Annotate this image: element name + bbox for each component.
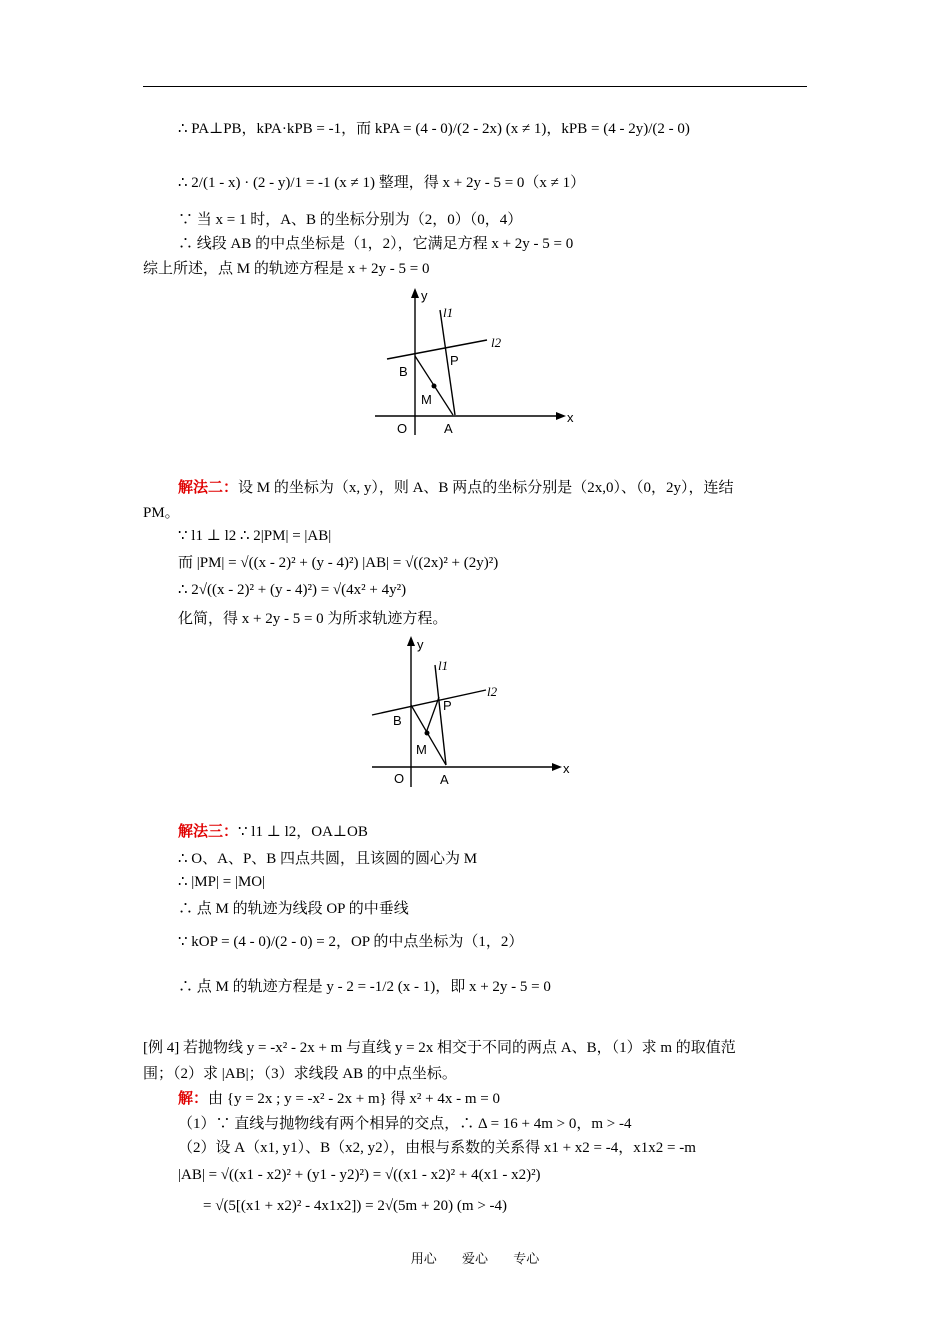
line-l1-label: l1	[443, 305, 454, 320]
line-l2-label: l2	[491, 335, 502, 350]
solution-label: 解：	[178, 1091, 209, 1107]
point-m-dot	[425, 731, 430, 736]
line-2: ∴ 2/(1 - x) · (2 - y)/1 = -1 (x ≠ 1) 整理，得 x + 2y - 5 = 0（x ≠ 1）	[178, 175, 586, 191]
line-l2	[372, 690, 486, 715]
point-a-label: A	[444, 421, 453, 436]
point-m-dot	[432, 384, 437, 389]
line-7: PM。	[143, 505, 180, 521]
solution-line	[178, 1088, 500, 1110]
page-footer: 用心 爱心 专心	[410, 1251, 540, 1266]
point-a-label: A	[440, 772, 449, 787]
point-b-label: B	[399, 364, 408, 379]
point-b-label: B	[393, 713, 402, 728]
line-3: ∵ 当 x = 1 时，A、B 的坐标分别为（2，0）（0，4）	[178, 212, 523, 228]
y-axis-arrow	[407, 636, 415, 646]
x-axis-arrow	[556, 412, 566, 420]
solution-text: 由 {y = 2x ; y = -x² - 2x + m} 得 x² + 4x - m = 0	[208, 1091, 500, 1107]
point-m-label: M	[421, 392, 432, 407]
method-2-label: 解法二：	[178, 480, 239, 496]
line-13: ∴ O、A、P、B 四点共圆，且该圆的圆心为 M	[178, 851, 478, 867]
origin-label: O	[397, 421, 408, 436]
line-9: 而 |PM| = √((x - 2)² + (y - 4)²) |AB| = √((2x)² + (2y)²)	[178, 555, 499, 571]
line-21: （1）∵ 直线与抛物线有两个相异的交点，∴ Δ = 16 + 4m > 0，m > -4	[178, 1116, 632, 1132]
x-axis-label: x	[563, 761, 570, 776]
line-10: ∴ 2√((x - 2)² + (y - 4)²) = √(4x² + 4y²)	[178, 582, 407, 598]
point-m-label: M	[416, 742, 427, 757]
method-3-text: ∵ l1 ⊥ l2，OA⊥OB	[238, 824, 368, 840]
example-4-line-1: [例 4] 若抛物线 y = -x² - 2x + m 与直线 y = 2x 相交于不同的两点 A、B，（1）求 m 的取值范	[143, 1040, 736, 1056]
figure-1	[365, 285, 580, 440]
line-4: ∴ 线段 AB 的中点坐标是（1，2），它满足方程 x + 2y - 5 = 0	[178, 236, 574, 252]
line-11: 化简，得 x + 2y - 5 = 0 为所求轨迹方程。	[178, 611, 448, 627]
line-24: = √(5[(x1 + x2)² - 4x1x2]) = 2√(5m + 20) (m > -4)	[203, 1198, 508, 1214]
line-l1-label: l1	[438, 658, 449, 673]
y-axis-label: y	[417, 637, 424, 652]
method-3-line	[178, 821, 368, 843]
y-axis-label: y	[421, 288, 428, 303]
origin-label: O	[394, 771, 405, 786]
line-15: ∴ 点 M 的轨迹为线段 OP 的中垂线	[178, 901, 409, 917]
line-l2	[387, 340, 487, 359]
method-2-text: 设 M 的坐标为（x, y），则 A、B 两点的坐标分别是（2x,0）、（0，2y），连结	[238, 480, 734, 496]
x-axis-label: x	[567, 410, 574, 425]
point-p-label: P	[450, 353, 459, 368]
line-14: ∴ |MP| = |MO|	[178, 874, 266, 890]
line-22: （2）设 A（x1, y1）、B（x2, y2），由根与系数的关系得 x1 + x2 = -4，x1x2 = -m	[178, 1140, 696, 1156]
line-23: |AB| = √((x1 - x2)² + (y1 - y2)²) = √((x1 - x2)² + 4(x1 - x2)²)	[178, 1167, 541, 1183]
example-4-line-2: 围；（2）求 |AB|；（3）求线段 AB 的中点坐标。	[143, 1066, 457, 1082]
method-3-label: 解法三：	[178, 824, 239, 840]
point-p-label: P	[443, 698, 452, 713]
figure-2	[360, 632, 580, 792]
x-axis-arrow	[552, 763, 562, 771]
line-17: ∴ 点 M 的轨迹方程是 y - 2 = -1/2 (x - 1)，即 x + 2y - 5 = 0	[178, 979, 551, 995]
line-l2-label: l2	[487, 684, 498, 699]
line-16: ∵ kOP = (4 - 0)/(2 - 0) = 2，OP 的中点坐标为（1，2）	[178, 934, 524, 950]
line-1: ∴ PA⊥PB，kPA·kPB = -1，而 kPA = (4 - 0)/(2 - 2x) (x ≠ 1)，kPB = (4 - 2y)/(2 - 0)	[178, 121, 690, 137]
line-5: 综上所述，点 M 的轨迹方程是 x + 2y - 5 = 0	[143, 261, 430, 277]
line-8: ∵ l1 ⊥ l2 ∴ 2|PM| = |AB|	[178, 528, 332, 544]
header-rule	[143, 86, 807, 87]
method-2-line	[178, 477, 733, 499]
y-axis-arrow	[411, 288, 419, 298]
